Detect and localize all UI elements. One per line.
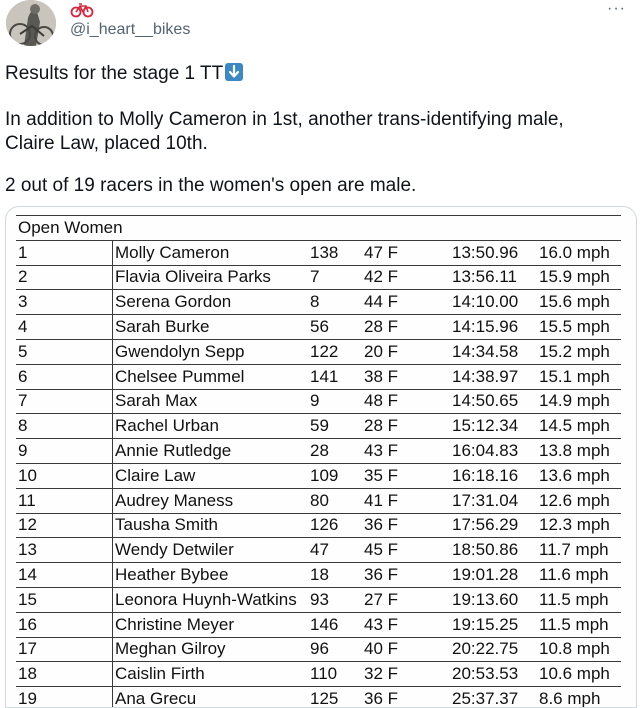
racer-name-cell: Sarah Burke bbox=[113, 315, 309, 340]
racer-name-cell: Leonora Huynh-Watkins bbox=[113, 587, 309, 612]
place-cell: 1 bbox=[16, 240, 113, 265]
age-category-cell: 43 F bbox=[362, 612, 450, 637]
bib-number-cell: 109 bbox=[308, 463, 362, 488]
bib-number-cell: 7 bbox=[308, 265, 362, 290]
time-cell: 20:22.75 bbox=[450, 637, 537, 662]
racer-name-cell: Claire Law bbox=[113, 463, 309, 488]
bib-number-cell: 125 bbox=[308, 687, 362, 708]
bib-number-cell: 8 bbox=[308, 290, 362, 315]
tweet-line-1 bbox=[5, 62, 243, 86]
place-cell: 12 bbox=[16, 513, 113, 538]
age-category-cell: 48 F bbox=[362, 389, 450, 414]
place-cell: 10 bbox=[16, 463, 113, 488]
speed-cell: 10.8 mph bbox=[537, 637, 621, 662]
speed-cell: 13.6 mph bbox=[537, 463, 621, 488]
bib-number-cell: 110 bbox=[308, 662, 362, 687]
racer-name-cell: Annie Rutledge bbox=[113, 439, 309, 464]
table-row bbox=[16, 265, 621, 290]
time-cell: 25:37.37 bbox=[450, 687, 537, 708]
age-category-cell: 36 F bbox=[362, 513, 450, 538]
table-row bbox=[16, 315, 621, 340]
table-row bbox=[16, 364, 621, 389]
racer-name-cell: Chelsee Pummel bbox=[113, 364, 309, 389]
racer-name-cell: Ana Grecu bbox=[113, 687, 309, 708]
place-cell: 9 bbox=[16, 439, 113, 464]
speed-cell: 11.5 mph bbox=[537, 587, 621, 612]
bib-number-cell: 47 bbox=[308, 538, 362, 563]
bib-number-cell: 93 bbox=[308, 587, 362, 612]
bib-number-cell: 18 bbox=[308, 563, 362, 588]
racer-name-cell: Sarah Max bbox=[113, 389, 309, 414]
racer-name-cell: Gwendolyn Sepp bbox=[113, 339, 309, 364]
speed-cell: 12.3 mph bbox=[537, 513, 621, 538]
place-cell: 4 bbox=[16, 315, 113, 340]
time-cell: 18:50.86 bbox=[450, 538, 537, 563]
tweet-line-3: 2 out of 19 racers in the women's open are male. bbox=[5, 175, 417, 196]
place-cell: 3 bbox=[16, 290, 113, 315]
time-cell: 13:50.96 bbox=[450, 240, 537, 265]
time-cell: 14:10.00 bbox=[450, 290, 537, 315]
table-row bbox=[16, 414, 621, 439]
time-cell: 20:53.53 bbox=[450, 662, 537, 687]
time-cell: 17:31.04 bbox=[450, 488, 537, 513]
time-cell: 13:56.11 bbox=[450, 265, 537, 290]
age-category-cell: 27 F bbox=[362, 587, 450, 612]
place-cell: 6 bbox=[16, 364, 113, 389]
speed-cell: 11.7 mph bbox=[537, 538, 621, 563]
table-row bbox=[16, 389, 621, 414]
avatar[interactable] bbox=[6, 0, 56, 46]
place-cell: 16 bbox=[16, 612, 113, 637]
more-options-icon[interactable]: ··· bbox=[607, 0, 626, 17]
bib-number-cell: 138 bbox=[308, 240, 362, 265]
place-cell: 2 bbox=[16, 265, 113, 290]
tweet-line-1-text: Results for the stage 1 TT bbox=[5, 63, 224, 84]
age-category-cell: 44 F bbox=[362, 290, 450, 315]
speed-cell: 15.9 mph bbox=[537, 265, 621, 290]
bib-number-cell: 80 bbox=[308, 488, 362, 513]
speed-cell: 11.5 mph bbox=[537, 612, 621, 637]
time-cell: 14:34.58 bbox=[450, 339, 537, 364]
results-image[interactable] bbox=[5, 206, 637, 708]
racer-name-cell: Serena Gordon bbox=[113, 290, 309, 315]
age-category-cell: 20 F bbox=[362, 339, 450, 364]
time-cell: 19:15.25 bbox=[450, 612, 537, 637]
place-cell: 18 bbox=[16, 662, 113, 687]
place-cell: 8 bbox=[16, 414, 113, 439]
bib-number-cell: 59 bbox=[308, 414, 362, 439]
age-category-cell: 43 F bbox=[362, 439, 450, 464]
racer-name-cell: Flavia Oliveira Parks bbox=[113, 265, 309, 290]
racer-name-cell: Rachel Urban bbox=[113, 414, 309, 439]
bib-number-cell: 141 bbox=[308, 364, 362, 389]
time-cell: 16:18.16 bbox=[450, 463, 537, 488]
place-cell: 7 bbox=[16, 389, 113, 414]
age-category-cell: 28 F bbox=[362, 414, 450, 439]
results-table bbox=[16, 215, 621, 708]
age-category-cell: 45 F bbox=[362, 538, 450, 563]
age-category-cell: 36 F bbox=[362, 687, 450, 708]
bib-number-cell: 126 bbox=[308, 513, 362, 538]
tweet-line-2: In addition to Molly Cameron in 1st, another trans-identifying male, Claire Law, placed 10th. bbox=[5, 109, 564, 154]
table-row bbox=[16, 339, 621, 364]
racer-name-cell: Audrey Maness bbox=[113, 488, 309, 513]
table-row bbox=[16, 662, 621, 687]
place-cell: 15 bbox=[16, 587, 113, 612]
table-row bbox=[16, 538, 621, 563]
place-cell: 19 bbox=[16, 687, 113, 708]
age-category-cell: 35 F bbox=[362, 463, 450, 488]
time-cell: 14:15.96 bbox=[450, 315, 537, 340]
speed-cell: 15.6 mph bbox=[537, 290, 621, 315]
age-category-cell: 32 F bbox=[362, 662, 450, 687]
down-arrow-button-icon bbox=[225, 63, 243, 81]
racer-name-cell: Molly Cameron bbox=[113, 240, 309, 265]
user-handle[interactable]: @i_heart__bikes bbox=[70, 21, 191, 38]
place-cell: 5 bbox=[16, 339, 113, 364]
age-category-cell: 38 F bbox=[362, 364, 450, 389]
bib-number-cell: 28 bbox=[308, 439, 362, 464]
racer-name-cell: Meghan Gilroy bbox=[113, 637, 309, 662]
bib-number-cell: 122 bbox=[308, 339, 362, 364]
time-cell: 16:04.83 bbox=[450, 439, 537, 464]
racer-name-cell: Christine Meyer bbox=[113, 612, 309, 637]
time-cell: 17:56.29 bbox=[450, 513, 537, 538]
racer-name-cell: Tausha Smith bbox=[113, 513, 309, 538]
racer-name-cell: Heather Bybee bbox=[113, 563, 309, 588]
bicycle-icon bbox=[70, 2, 94, 18]
age-category-cell: 42 F bbox=[362, 265, 450, 290]
table-row bbox=[16, 463, 621, 488]
racer-name-cell: Caislin Firth bbox=[113, 662, 309, 687]
age-category-cell: 41 F bbox=[362, 488, 450, 513]
bib-number-cell: 56 bbox=[308, 315, 362, 340]
speed-cell: 12.6 mph bbox=[537, 488, 621, 513]
speed-cell: 14.9 mph bbox=[537, 389, 621, 414]
table-row bbox=[16, 240, 621, 265]
results-title-row bbox=[16, 216, 621, 241]
time-cell: 15:12.34 bbox=[450, 414, 537, 439]
speed-cell: 15.1 mph bbox=[537, 364, 621, 389]
speed-cell: 10.6 mph bbox=[537, 662, 621, 687]
results-title: Open Women bbox=[16, 216, 621, 241]
table-row bbox=[16, 612, 621, 637]
place-cell: 17 bbox=[16, 637, 113, 662]
speed-cell: 14.5 mph bbox=[537, 414, 621, 439]
table-row bbox=[16, 687, 621, 708]
table-row bbox=[16, 637, 621, 662]
bib-number-cell: 9 bbox=[308, 389, 362, 414]
table-row bbox=[16, 587, 621, 612]
place-cell: 11 bbox=[16, 488, 113, 513]
table-row bbox=[16, 563, 621, 588]
age-category-cell: 28 F bbox=[362, 315, 450, 340]
speed-cell: 15.5 mph bbox=[537, 315, 621, 340]
time-cell: 19:01.28 bbox=[450, 563, 537, 588]
speed-cell: 15.2 mph bbox=[537, 339, 621, 364]
place-cell: 13 bbox=[16, 538, 113, 563]
bib-number-cell: 146 bbox=[308, 612, 362, 637]
speed-cell: 8.6 mph bbox=[537, 687, 621, 708]
time-cell: 19:13.60 bbox=[450, 587, 537, 612]
place-cell: 14 bbox=[16, 563, 113, 588]
time-cell: 14:38.97 bbox=[450, 364, 537, 389]
table-row bbox=[16, 488, 621, 513]
age-category-cell: 40 F bbox=[362, 637, 450, 662]
age-category-cell: 47 F bbox=[362, 240, 450, 265]
racer-name-cell: Wendy Detwiler bbox=[113, 538, 309, 563]
table-row bbox=[16, 513, 621, 538]
table-row bbox=[16, 290, 621, 315]
tweet-header bbox=[0, 0, 640, 60]
speed-cell: 11.6 mph bbox=[537, 563, 621, 588]
bib-number-cell: 96 bbox=[308, 637, 362, 662]
speed-cell: 13.8 mph bbox=[537, 439, 621, 464]
speed-cell: 16.0 mph bbox=[537, 240, 621, 265]
age-category-cell: 36 F bbox=[362, 563, 450, 588]
time-cell: 14:50.65 bbox=[450, 389, 537, 414]
table-row bbox=[16, 439, 621, 464]
